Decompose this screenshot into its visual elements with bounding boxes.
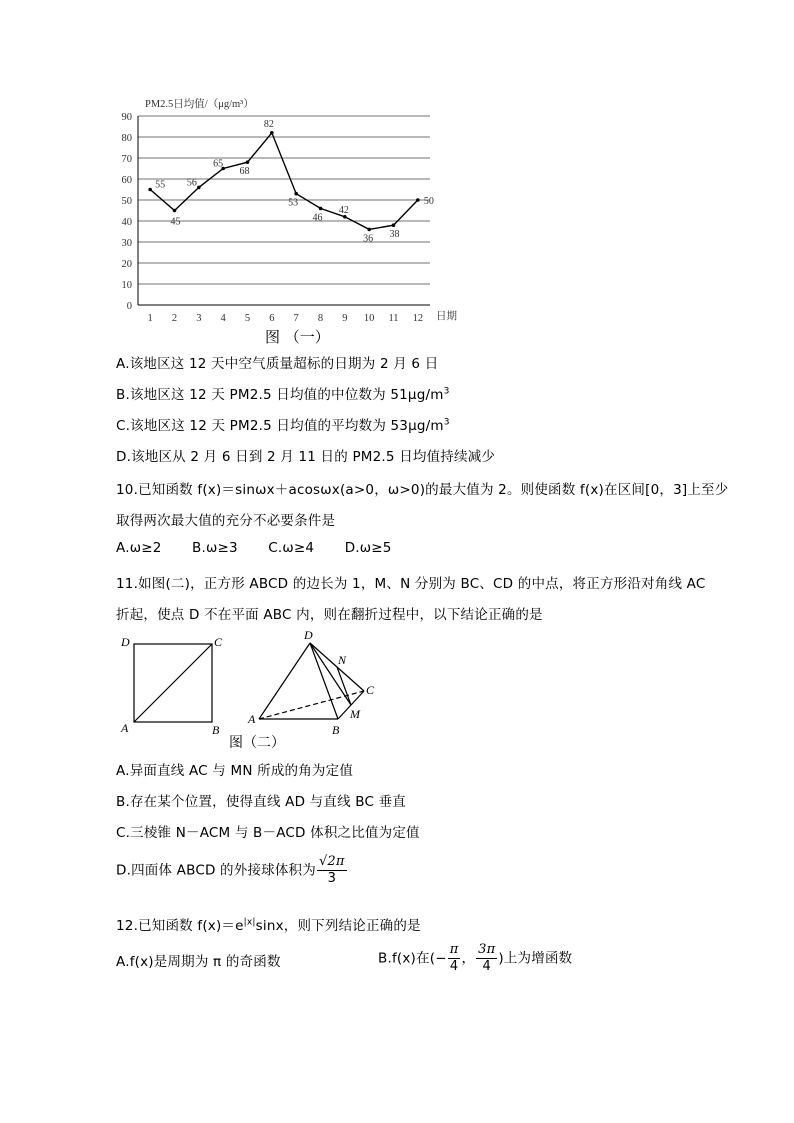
data-label: 53	[288, 197, 299, 209]
x-tick-label: 8	[317, 313, 324, 324]
label-b-folded: B	[332, 723, 340, 737]
data-point	[148, 188, 152, 192]
y-tick-label: 10	[121, 280, 132, 291]
x-tick-label: 2	[171, 313, 178, 324]
x-tick-label: 3	[196, 313, 202, 324]
data-label: 45	[170, 216, 181, 228]
q10-stem-line-2: 取得两次最大值的充分不必要条件是	[116, 513, 336, 529]
data-label: 55	[155, 179, 166, 191]
figure-2-svg	[116, 628, 396, 740]
numerator: 3π	[478, 942, 496, 957]
data-point	[367, 228, 371, 232]
q9-option-d: D.该地区从 2 月 6 日到 2 月 11 日的 PM2.5 日均值持续减少	[116, 449, 496, 465]
q11-option-b: B.存在某个位置，使得直线 AD 与直线 BC 垂直	[116, 794, 406, 810]
q11-stem-line-2: 折起，使点 D 不在平面 ABC 内，则在翻折过程中，以下结论正确的是	[116, 607, 543, 623]
q9-option-b	[116, 383, 450, 403]
y-tick-label: 80	[121, 133, 132, 144]
x-tick-label: 7	[293, 313, 299, 324]
chart-title: PM2.5日均值/（μg/m³）	[145, 99, 254, 110]
label-b: B	[212, 723, 220, 737]
data-label: 82	[263, 118, 274, 130]
superscript: 3	[443, 386, 450, 397]
y-tick-label: 60	[121, 175, 132, 186]
diagonal-ac	[134, 644, 212, 722]
comma: ，	[461, 950, 476, 967]
q9-option-c-text: C.该地区这 12 天 PM2.5 日均值的平均数为 53μg/m	[116, 418, 444, 434]
y-tick-label: 70	[121, 154, 132, 165]
x-axis-label: 日期	[436, 311, 457, 322]
q10-option-a: A.ω≥2	[116, 540, 162, 556]
x-tick-label: 6	[269, 313, 275, 324]
q12-stem-pre: 12.已知函数 f(x)＝e	[116, 918, 244, 934]
x-tick-label: 12	[412, 313, 424, 324]
x-tick-label: 9	[342, 313, 348, 324]
q12-stem-post: sinx，则下列结论正确的是	[255, 918, 421, 934]
q9-option-b-text: B.该地区这 12 天 PM2.5 日均值的中位数为 51μg/m	[116, 387, 444, 403]
q9-option-c	[116, 414, 450, 434]
data-point	[270, 131, 274, 135]
label-a: A	[121, 721, 129, 735]
q12-option-a: A.f(x)是周期为 π 的奇函数	[116, 954, 281, 970]
q10-option-b: B.ω≥3	[192, 540, 238, 556]
data-point	[416, 198, 420, 202]
denominator: 4	[449, 959, 459, 974]
data-label: 42	[338, 204, 349, 216]
q11-option-d-text: D.四面体 ABCD 的外接球体积为	[116, 862, 316, 879]
q10-option-c: C.ω≥4	[268, 540, 315, 556]
x-tick-label: 11	[388, 313, 399, 324]
data-label: 68	[239, 166, 250, 178]
data-label: 36	[363, 233, 374, 245]
numerator: π	[449, 942, 459, 957]
exponent: |x|	[243, 917, 256, 928]
superscript: 3	[443, 417, 450, 428]
fraction	[317, 854, 347, 887]
q11-option-d	[116, 854, 348, 887]
q10-options	[116, 540, 392, 556]
tetrahedron	[259, 643, 364, 719]
data-point	[197, 186, 201, 190]
data-label: 65	[213, 158, 224, 170]
q10-option-d: D.ω≥5	[344, 540, 392, 556]
data-point	[319, 207, 323, 211]
denominator: 4	[482, 959, 492, 974]
data-label: 38	[389, 229, 400, 241]
data-point	[294, 192, 298, 196]
q12-stem	[116, 914, 421, 934]
data-label: 56	[186, 177, 197, 189]
y-tick-label: 90	[121, 112, 132, 123]
pm25-line-chart	[100, 88, 460, 350]
y-tick-label: 0	[126, 301, 132, 312]
chart-svg	[100, 88, 460, 350]
figure-2-caption: 图（二）	[229, 735, 285, 751]
x-tick-label: 5	[244, 313, 251, 324]
denominator: 3	[327, 871, 337, 886]
numerator: √2π	[318, 854, 345, 869]
label-n: N	[338, 653, 347, 667]
y-tick-label: 50	[121, 196, 132, 207]
y-tick-label: 30	[121, 238, 132, 249]
fraction-1	[448, 942, 461, 975]
label-m: M	[350, 707, 360, 721]
label-c: C	[214, 635, 223, 649]
q12-option-b-post: )上为增函数	[498, 950, 573, 967]
x-tick-label: 10	[363, 313, 375, 324]
y-tick-label: 40	[121, 217, 132, 228]
q11-option-c: C.三棱锥 N－ACM 与 B－ACD 体积之比值为定值	[116, 825, 420, 841]
x-tick-label: 1	[147, 313, 153, 324]
label-d: D	[121, 635, 130, 649]
data-label: 46	[312, 212, 323, 224]
q10-stem-line-1: 10.已知函数 f(x)＝sinωx＋acosωx(a>0，ω>0)的最大值为 2。则使函数 f(x)在区间[0，3]上至少	[116, 482, 729, 498]
data-label: 50	[423, 196, 434, 207]
label-d-folded: D	[304, 628, 313, 642]
q12-option-b-pre: B.f(x)在(−	[378, 950, 447, 967]
label-c-folded: C	[366, 683, 375, 697]
label-a-folded: A	[248, 712, 256, 726]
data-point	[173, 209, 177, 213]
q11-stem-line-1: 11.如图(二)，正方形 ABCD 的边长为 1，M、N 分别为 BC、CD 的中点，将正方形沿对角线 AC	[116, 576, 706, 592]
x-tick-label: 4	[220, 313, 226, 324]
data-point	[246, 160, 250, 164]
q9-option-a: A.该地区这 12 天中空气质量超标的日期为 2 月 6 日	[116, 356, 439, 372]
y-tick-label: 20	[121, 259, 132, 270]
fraction-2	[476, 942, 497, 975]
figure-2	[116, 628, 396, 740]
q12-option-b	[378, 942, 572, 975]
figure-1-caption: 图 （一）	[265, 328, 330, 346]
q11-option-a: A.异面直线 AC 与 MN 所成的角为定值	[116, 763, 354, 779]
data-point	[392, 223, 396, 227]
